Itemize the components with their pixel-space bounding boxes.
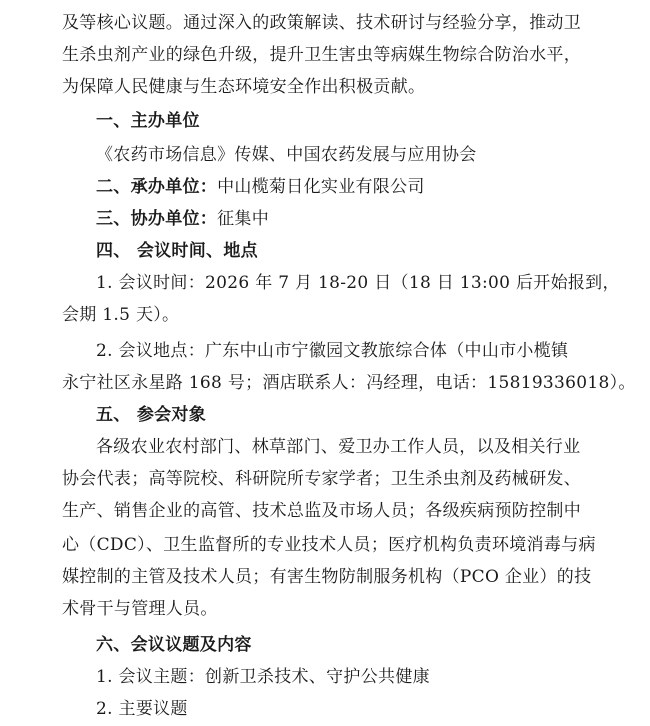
attendees-line-5: 媒控制的主管及技术人员；有害生物防制服务机构（PCO 企业）的技	[62, 567, 592, 587]
section-time-place-heading: 四、 会议时间、地点	[96, 241, 258, 261]
topics-item-main: 2. 主要议题	[96, 699, 188, 719]
section-topics-heading: 六、会议议题及内容	[96, 635, 252, 655]
section-host	[96, 172, 425, 202]
meeting-time-line-1: 1. 会议时间：2026 年 7 月 18-20 日（18 日 13:00 后开始报到，	[96, 273, 620, 293]
section-organizer-text: 《农药市场信息》传媒、中国农药发展与应用协会	[96, 145, 477, 165]
section-coorganizer-text: 征集中	[217, 209, 270, 229]
meeting-place-line-1: 2. 会议地点：广东中山市宁徽园文教旅综合体（中山市小榄镇	[96, 341, 569, 361]
section-coorganizer-heading: 三、协办单位：	[96, 209, 218, 229]
intro-line-2: 生杀虫剂产业的绿色升级，提升卫生害虫等病媒生物综合防治水平，	[62, 45, 581, 65]
meeting-place-line-2: 永宁社区永星路 168 号；酒店联系人：冯经理，电话：15819336018）。	[62, 373, 636, 393]
intro-line-1: 及等核心议题。通过深入的政策解读、技术研讨与经验分享，推动卫	[62, 13, 581, 33]
section-attendees-heading: 五、 参会对象	[96, 405, 207, 425]
topics-item-theme: 1. 会议主题：创新卫杀技术、守护公共健康	[96, 667, 430, 687]
attendees-line-2: 协会代表；高等院校、科研院所专家学者；卫生杀虫剂及药械研发、	[62, 469, 581, 489]
intro-line-3: 为保障人民健康与生态环境安全作出积极贡献。	[62, 77, 426, 97]
attendees-line-6: 术骨干与管理人员。	[62, 599, 218, 619]
meeting-time-line-2: 会期 1.5 天）。	[62, 305, 180, 325]
section-host-heading: 二、承办单位：	[96, 177, 218, 197]
section-host-text: 中山榄菊日化实业有限公司	[217, 177, 425, 197]
attendees-line-3: 生产、销售企业的高管、技术总监及市场人员；各级疾病预防控制中	[62, 501, 581, 521]
attendees-line-4: 心（CDC）、卫生监督所的专业技术人员；医疗机构负责环境消毒与病	[62, 535, 596, 555]
attendees-line-1: 各级农业农村部门、林草部门、爱卫办工作人员，以及相关行业	[96, 437, 581, 457]
section-organizer-heading: 一、主办单位	[96, 111, 200, 131]
section-coorganizer	[96, 204, 269, 234]
